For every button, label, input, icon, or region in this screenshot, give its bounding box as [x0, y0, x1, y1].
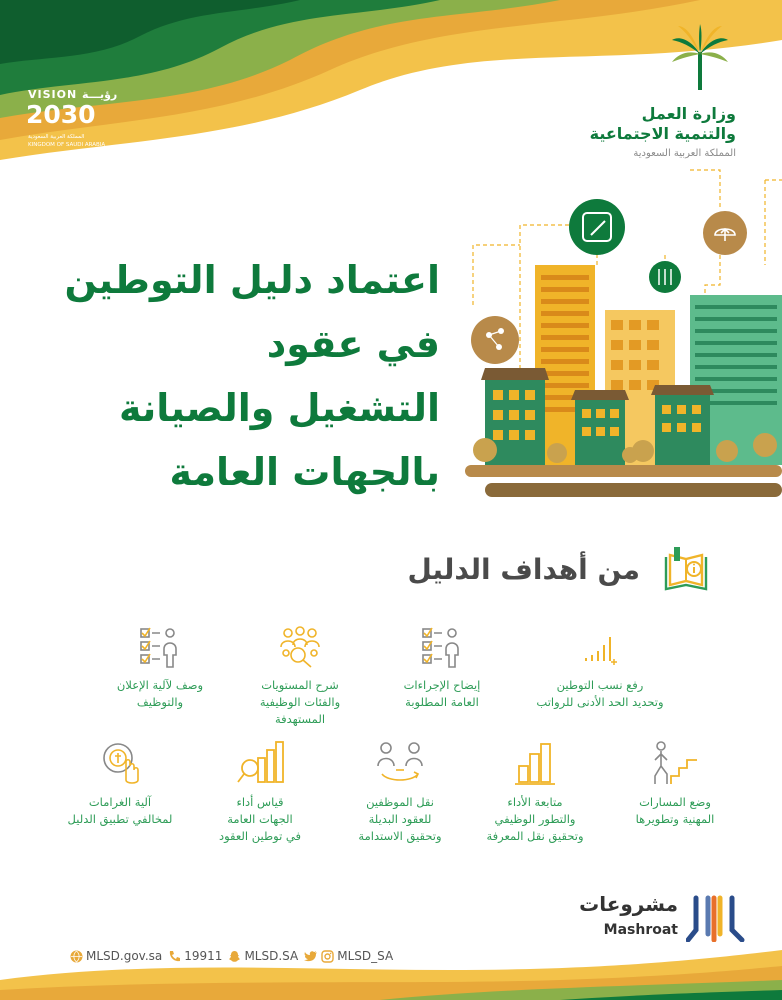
goals-section-header — [390, 545, 710, 605]
goal-text-line: وصف لآلية الإعلان — [116, 678, 204, 692]
title-line4: بالجهات العامة — [169, 450, 440, 494]
performance-chart-icon — [513, 740, 557, 786]
checklist-person-icon — [420, 625, 464, 669]
chart-magnifier-icon — [236, 740, 284, 786]
palm-tree-icon — [670, 24, 730, 94]
goal-text-line: متابعة الأداء — [507, 795, 563, 809]
bar-growth-icon — [578, 625, 622, 669]
city-illustration — [465, 165, 782, 500]
goal-describe-announcement — [95, 625, 225, 711]
goal-text-line: شرح المستويات — [261, 678, 339, 692]
book-info-icon — [662, 545, 710, 595]
vision-country-en: KINGDOM OF SAUDI ARABIA — [28, 142, 106, 148]
goal-fines-mechanism — [45, 740, 195, 828]
goal-clarify-procedures — [382, 625, 502, 711]
goal-text-line: للعقود البديلة — [368, 812, 432, 826]
goal-text-line: الجهات العامة — [227, 812, 293, 826]
mashroat-mark-icon — [686, 894, 746, 942]
goal-text-line: قياس أداء — [236, 795, 284, 809]
vision-year: 2030 — [26, 100, 96, 129]
vision-country-ar: المملكة العربية السعودية — [28, 134, 85, 140]
goal-text-line: العامة المطلوبة — [405, 695, 479, 709]
footer-phone-label: 19911 — [184, 949, 223, 963]
vision-label: VISION رؤيـــة — [28, 88, 118, 101]
title-line3: التشغيل والصيانة — [118, 386, 440, 430]
bottom-wave-decoration — [0, 940, 782, 1000]
vision-2030-logo — [22, 88, 132, 158]
ministry-name-line1: وزارة العمل — [641, 104, 736, 123]
mashroat-name-ar: مشروعات — [579, 892, 678, 916]
goals-section-title: من أهداف الدليل — [407, 553, 640, 586]
goal-text-line: وتحقيق نقل المعرفة — [486, 829, 584, 843]
goal-transfer-employees — [335, 740, 465, 845]
page-title — [20, 248, 440, 504]
ministry-country: المملكة العربية السعودية — [633, 148, 736, 159]
goal-raise-localization — [520, 625, 680, 711]
goal-text-line: والتطور الوظيفي — [494, 812, 576, 826]
goal-text-line: رفع نسب التوطين — [556, 678, 644, 692]
goal-text-line: آلية الغرامات — [88, 795, 152, 809]
goal-text-line: والتوظيف — [136, 695, 184, 709]
goal-text-line: وضع المسارات — [639, 795, 711, 809]
group-search-icon — [276, 625, 324, 669]
goal-text-line: والفئات الوظيفية — [259, 695, 341, 709]
title-line2: في عقود — [266, 322, 440, 366]
goal-text-line: في توطين العقود — [218, 829, 302, 843]
goal-text-line: وتحقيق الاستدامة — [358, 829, 442, 843]
mashroat-name-en: Mashroat — [603, 922, 678, 938]
goal-measure-performance — [195, 740, 325, 845]
goal-text-line: المستهدفة — [274, 712, 326, 726]
goal-text-line: المهنية وتطويرها — [635, 812, 715, 826]
goal-text-line: لمخالفي تطبيق الدليل — [67, 812, 173, 826]
fine-hand-icon — [98, 740, 142, 786]
ministry-name-line2: والتنمية الاجتماعية — [589, 124, 736, 143]
goal-performance-followup — [465, 740, 605, 845]
goal-text-line: وتحديد الحد الأدنى للرواتب — [536, 695, 664, 709]
goal-text-line: إيضاح الإجراءات — [403, 678, 481, 692]
footer-instagram-label: MLSD_SA — [337, 949, 394, 963]
footer-website-label: MLSD.gov.sa — [86, 949, 163, 963]
goal-career-paths — [615, 740, 735, 828]
stairs-person-icon — [651, 740, 699, 786]
checklist-person-icon — [138, 625, 182, 669]
goal-text-line: نقل الموظفين — [366, 795, 434, 809]
footer-snapchat-label: MLSD.SA — [244, 949, 299, 963]
goal-explain-levels — [230, 625, 370, 728]
transfer-people-icon — [374, 740, 426, 786]
title-line1: اعتماد دليل التوطين — [64, 258, 440, 302]
ministry-logo — [542, 20, 742, 159]
